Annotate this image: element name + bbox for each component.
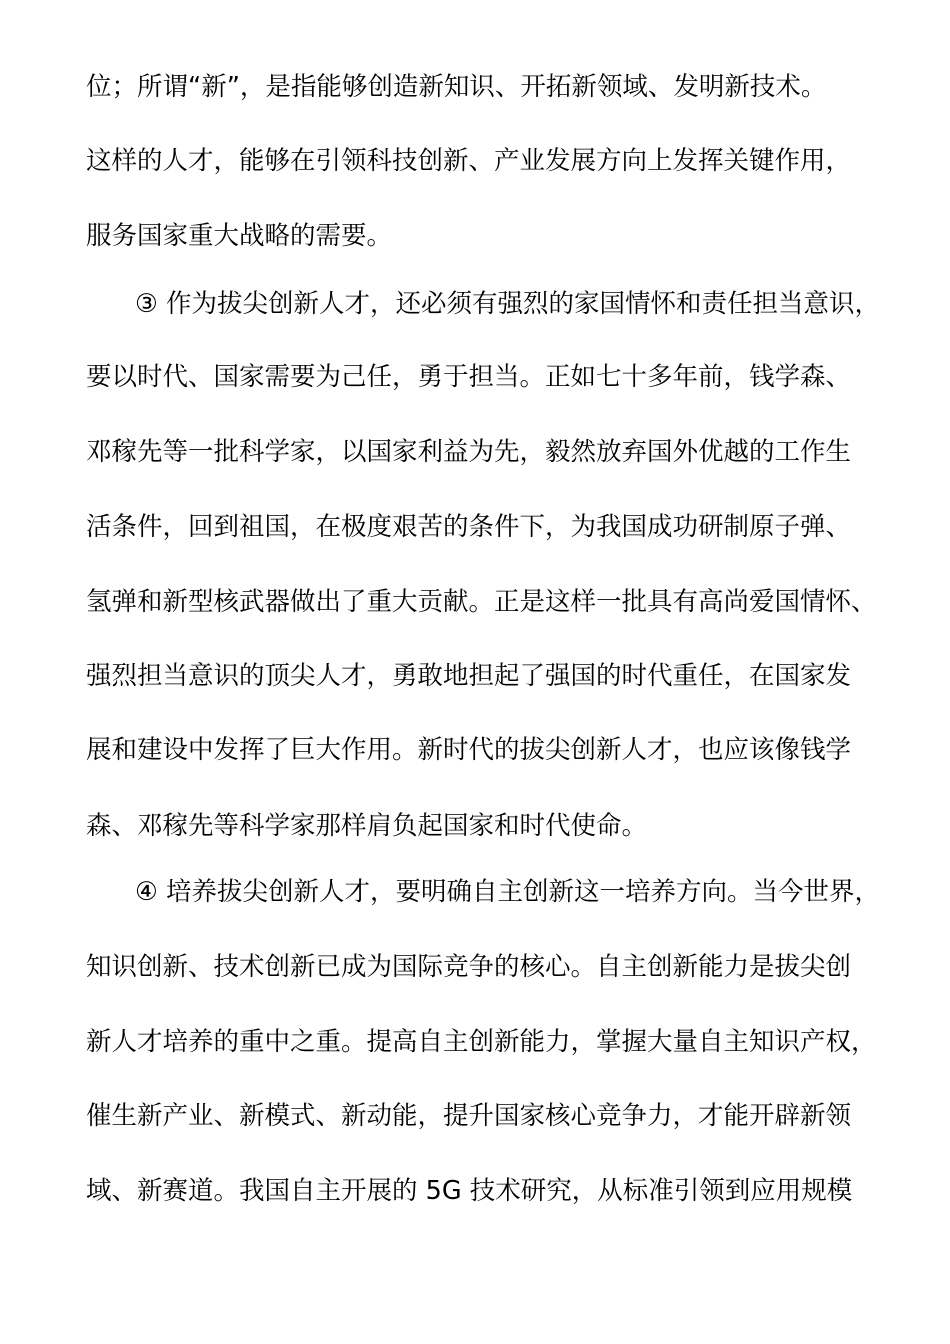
text-line: 域、新赛道。我国自主开展的 5G 技术研究，从标准引领到应用规模 xyxy=(86,1176,853,1206)
text-line: 催生新产业、新模式、新动能，提升国家核心竞争力，才能开辟新领 xyxy=(86,1101,852,1131)
text-line: 要以时代、国家需要为己任，勇于担当。正如七十多年前，钱学森、 xyxy=(86,362,852,392)
text-line: 邓稼先等一批科学家，以国家利益为先，毅然放弃国外优越的工作生 xyxy=(86,437,852,467)
paragraph-4-start-line: ④ 培养拔尖创新人才，要明确自主创新这一培养方向。当今世界， xyxy=(135,877,880,907)
paragraph-3-start-line: ③ 作为拔尖创新人才，还必须有强烈的家国情怀和责任担当意识， xyxy=(135,289,880,319)
text-line: 活条件，回到祖国，在极度艰苦的条件下，为我国成功研制原子弹、 xyxy=(86,512,852,542)
text-line: 氢弹和新型核武器做出了重大贡献。正是这样一批具有高尚爱国情怀、 xyxy=(86,587,877,617)
text-line: 展和建设中发挥了巨大作用。新时代的拔尖创新人才，也应该像钱学 xyxy=(86,735,852,765)
text-line: 这样的人才，能够在引领科技创新、产业发展方向上发挥关键作用， xyxy=(86,146,852,176)
text-line: 强烈担当意识的顶尖人才，勇敢地担起了强国的时代重任，在国家发 xyxy=(86,661,852,691)
text-line: 位；所谓“新”，是指能够创造新知识、开拓新领域、发明新技术。 xyxy=(86,72,827,102)
text-line: 森、邓稼先等科学家那样肩负起国家和时代使命。 xyxy=(86,811,648,841)
text-line: 知识创新、技术创新已成为国际竞争的核心。自主创新能力是拔尖创 xyxy=(86,952,852,982)
text-line: 服务国家重大战略的需要。 xyxy=(86,221,393,251)
text-line: 新人才培养的重中之重。提高自主创新能力，掌握大量自主知识产权， xyxy=(86,1027,877,1057)
